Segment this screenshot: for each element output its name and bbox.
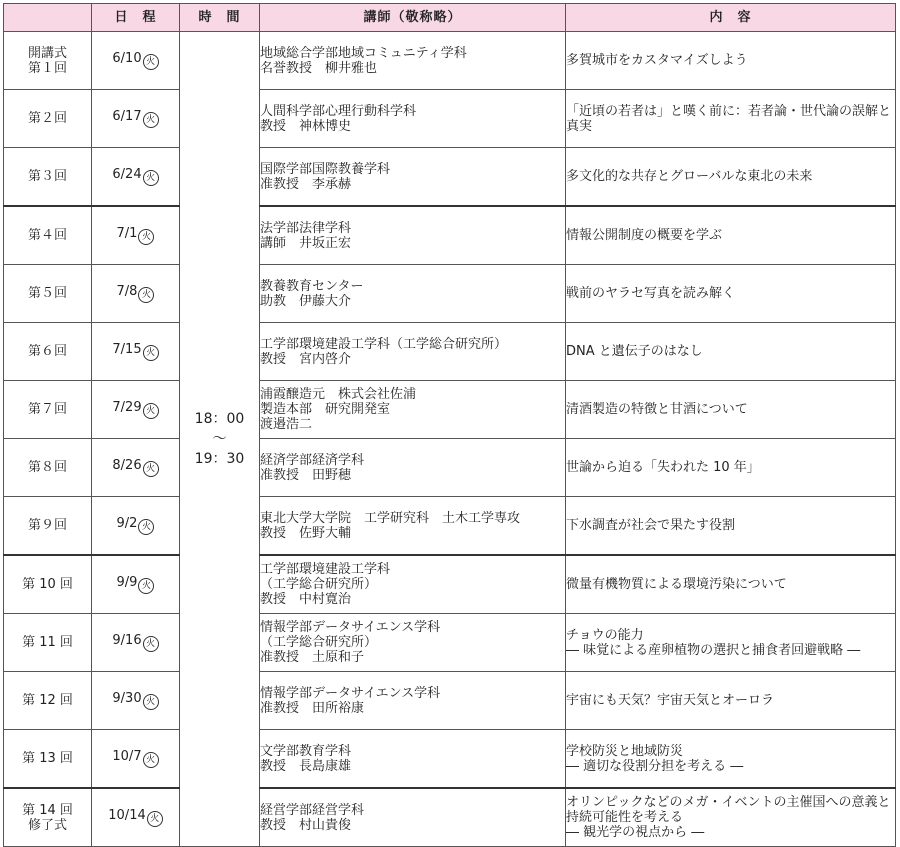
session-number [4,555,92,614]
date-text: 9/9 [116,575,138,590]
weekday-badge: 火 [143,461,159,477]
lecturer [260,206,566,265]
session-number-line: 第８回 [27,460,67,475]
lecturer-line: 教授 長島康雄 [260,758,352,774]
lecturer-line: 人間科学部心理行動科学科 [260,103,417,119]
date-text: 7/29 [112,400,142,415]
lecture-content [566,148,896,207]
table-row [4,206,896,265]
lecturer [260,672,566,730]
session-date [92,497,180,556]
session-date [92,32,180,90]
lecturer-line: 教養教育センター [260,278,364,294]
session-number-line: 第 14 回 [22,802,73,818]
lecturer-line: （工学総合研究所） [260,577,378,592]
table-row [4,323,896,381]
header-date: 日 程 [92,4,180,32]
weekday-badge: 火 [138,519,154,535]
table-row [4,672,896,730]
lecturer [260,497,566,556]
date-text: 10/14 [108,808,146,823]
session-number-line: 第３回 [27,169,67,184]
date-text: 9/16 [112,633,142,648]
time-end: 19：30 [194,451,245,467]
weekday-badge: 火 [138,287,154,303]
content-line: チョウの能力 [566,627,644,643]
weekday-badge: 火 [143,694,159,710]
header-content: 内 容 [566,4,896,32]
content-line: 「近頃の若者は」と嘆く前に：若者論・世代論の誤解と真実 [566,103,892,134]
lecturer-line: 渡邉浩二 [260,417,313,432]
lecturer-line: 名誉教授 柳井雅也 [260,60,378,76]
session-number-line: 第 11 回 [22,635,73,650]
weekday-badge: 火 [147,811,163,827]
session-number [4,323,92,381]
lecture-content [566,788,896,847]
lecture-content [566,90,896,148]
lecturer-line: 教授 神林博史 [260,118,352,134]
lecture-content [566,265,896,323]
session-number [4,788,92,847]
session-number-line: 修了式 [27,817,67,833]
content-line: 清酒製造の特徴と甘酒について [566,402,748,417]
table-row [4,265,896,323]
header-time: 時 間 [180,4,260,32]
content-line: 微量有機物質による環境汚染について [566,577,787,592]
date-text: 6/10 [112,51,142,66]
table-row [4,439,896,497]
session-number-line: 第９回 [27,518,67,533]
weekday-badge: 火 [138,229,154,245]
lecture-content [566,206,896,265]
weekday-badge: 火 [143,403,159,419]
session-number [4,614,92,672]
session-number [4,497,92,556]
session-time [180,32,260,847]
lecturer-line: 准教授 土原和子 [260,650,365,665]
content-line: 戦前のヤラセ写真を読み解く [566,286,736,301]
table-row [4,32,896,90]
lecturer-line: 情報学部データサイエンス学科 [260,620,441,635]
table-row [4,788,896,847]
header-number [4,4,92,32]
session-number-line: 第７回 [27,402,67,417]
date-text: 8/26 [112,458,142,473]
weekday-badge: 火 [143,345,159,361]
lecturer-line: 東北大学大学院 工学研究科 土木工学専攻 [260,510,521,526]
lecturer-line: 准教授 田所裕康 [260,700,365,716]
weekday-badge: 火 [143,752,159,768]
lecturer-line: 教授 宮内啓介 [260,351,352,367]
content-line: ― 味覚による産卵植物の選択と捕食者回避戦略 ― [566,642,861,658]
session-number [4,381,92,439]
table-row [4,730,896,789]
lecture-content [566,730,896,789]
lecturer-line: 教授 中村寛治 [260,592,352,607]
date-text: 6/17 [112,109,142,124]
lecturer [260,148,566,207]
weekday-badge: 火 [143,170,159,186]
header-row [4,4,896,32]
lecturer-line: 浦霞醸造元 株式会社佐浦 [260,387,417,402]
session-date [92,323,180,381]
lecturer-line: 准教授 李承赫 [260,176,352,192]
lecture-schedule-table [3,3,896,847]
session-date [92,730,180,789]
lecturer [260,32,566,90]
session-number-line: 第５回 [27,286,67,301]
table-row [4,555,896,614]
lecturer-line: 経営学部経営学科 [260,802,365,818]
time-start: 18：00 [194,411,245,427]
lecturer-line: 情報学部データサイエンス学科 [260,685,441,701]
date-text: 9/30 [112,691,142,706]
session-number-line: 第１回 [27,60,67,76]
session-date [92,381,180,439]
lecturer-line: 工学部環境建設工学科 [260,562,391,577]
table-row [4,614,896,672]
session-number-line: 第 12 回 [22,693,73,708]
weekday-badge: 火 [143,112,159,128]
lecture-content [566,672,896,730]
lecturer-line: 講師 井坂正宏 [260,235,352,251]
lecture-content [566,555,896,614]
session-number [4,265,92,323]
content-line: 下水調査が社会で果たす役割 [566,518,736,533]
lecturer-line: 教授 佐野大輔 [260,525,352,541]
date-text: 7/8 [116,284,138,299]
session-number [4,730,92,789]
lecturer-line: 准教授 田野穂 [260,467,352,483]
lecture-content [566,497,896,556]
content-line: オリンピックなどのメガ・イベントの主催国への意義と持続可能性を考える [566,795,891,825]
date-text: 9/2 [116,516,138,531]
session-date [92,148,180,207]
content-line: 多文化的な共存とグローバルな東北の未来 [566,169,813,184]
session-number [4,439,92,497]
session-number-line: 第 10 回 [22,577,73,592]
content-line: 学校防災と地域防災 [566,743,684,759]
table-row [4,381,896,439]
session-date [92,555,180,614]
session-date [92,265,180,323]
session-number [4,90,92,148]
lecturer [260,265,566,323]
lecturer-line: 教授 村山貴俊 [260,817,352,833]
session-date [92,439,180,497]
lecturer [260,90,566,148]
session-number [4,148,92,207]
content-line: DNA と遺伝子のはなし [566,344,703,359]
weekday-badge: 火 [138,578,154,594]
lecture-content [566,614,896,672]
session-date [92,90,180,148]
session-number-line: 第２回 [27,111,67,126]
table-row [4,497,896,556]
date-text: 6/24 [112,167,142,182]
date-text: 7/1 [116,226,138,241]
lecturer-line: 製造本部 研究開発室 [260,402,391,417]
session-number-line: 第４回 [27,228,67,243]
session-date [92,672,180,730]
content-line: 情報公開制度の概要を学ぶ [566,228,723,243]
lecture-content [566,32,896,90]
content-line: ― 観光学の視点から ― [566,825,705,840]
lecture-content [566,323,896,381]
session-date [92,206,180,265]
session-date [92,614,180,672]
table-row [4,148,896,207]
lecturer [260,614,566,672]
lecturer [260,439,566,497]
session-number-line: 開講式 [27,45,67,61]
date-text: 7/15 [112,342,142,357]
lecturer-line: 助教 伊藤大介 [260,293,352,309]
lecturer-line: 経済学部経済学科 [260,452,365,468]
content-line: ― 適切な役割分担を考える ― [566,758,744,774]
session-number [4,206,92,265]
header-lecturer: 講師（敬称略） [260,4,566,32]
lecturer-line: 文学部教育学科 [260,743,352,759]
lecturer [260,788,566,847]
weekday-badge: 火 [143,54,159,70]
session-date [92,788,180,847]
lecture-content [566,381,896,439]
session-number [4,672,92,730]
content-line: 宇宙にも天気？宇宙天気とオーロラ [566,693,775,708]
content-line: 多賀城市をカスタマイズしよう [566,53,748,68]
lecturer-line: 国際学部国際教養学科 [260,161,391,177]
session-number-line: 第６回 [27,344,67,359]
lecturer [260,555,566,614]
session-number-line: 第 13 回 [22,751,73,766]
lecturer-line: 法学部法律学科 [260,220,352,236]
lecturer-line: （工学総合研究所） [260,635,378,650]
lecturer [260,730,566,789]
time-sep: ～ [212,431,227,447]
lecturer-line: 工学部環境建設工学科（工学総合研究所） [260,336,508,352]
lecturer [260,381,566,439]
date-text: 10/7 [112,749,142,764]
lecturer [260,323,566,381]
table-row [4,90,896,148]
lecture-content [566,439,896,497]
content-line: 世論から迫る「失われた 10 年」 [566,460,760,475]
weekday-badge: 火 [143,636,159,652]
session-number [4,32,92,90]
lecturer-line: 地域総合学部地域コミュニティ学科 [260,45,467,61]
